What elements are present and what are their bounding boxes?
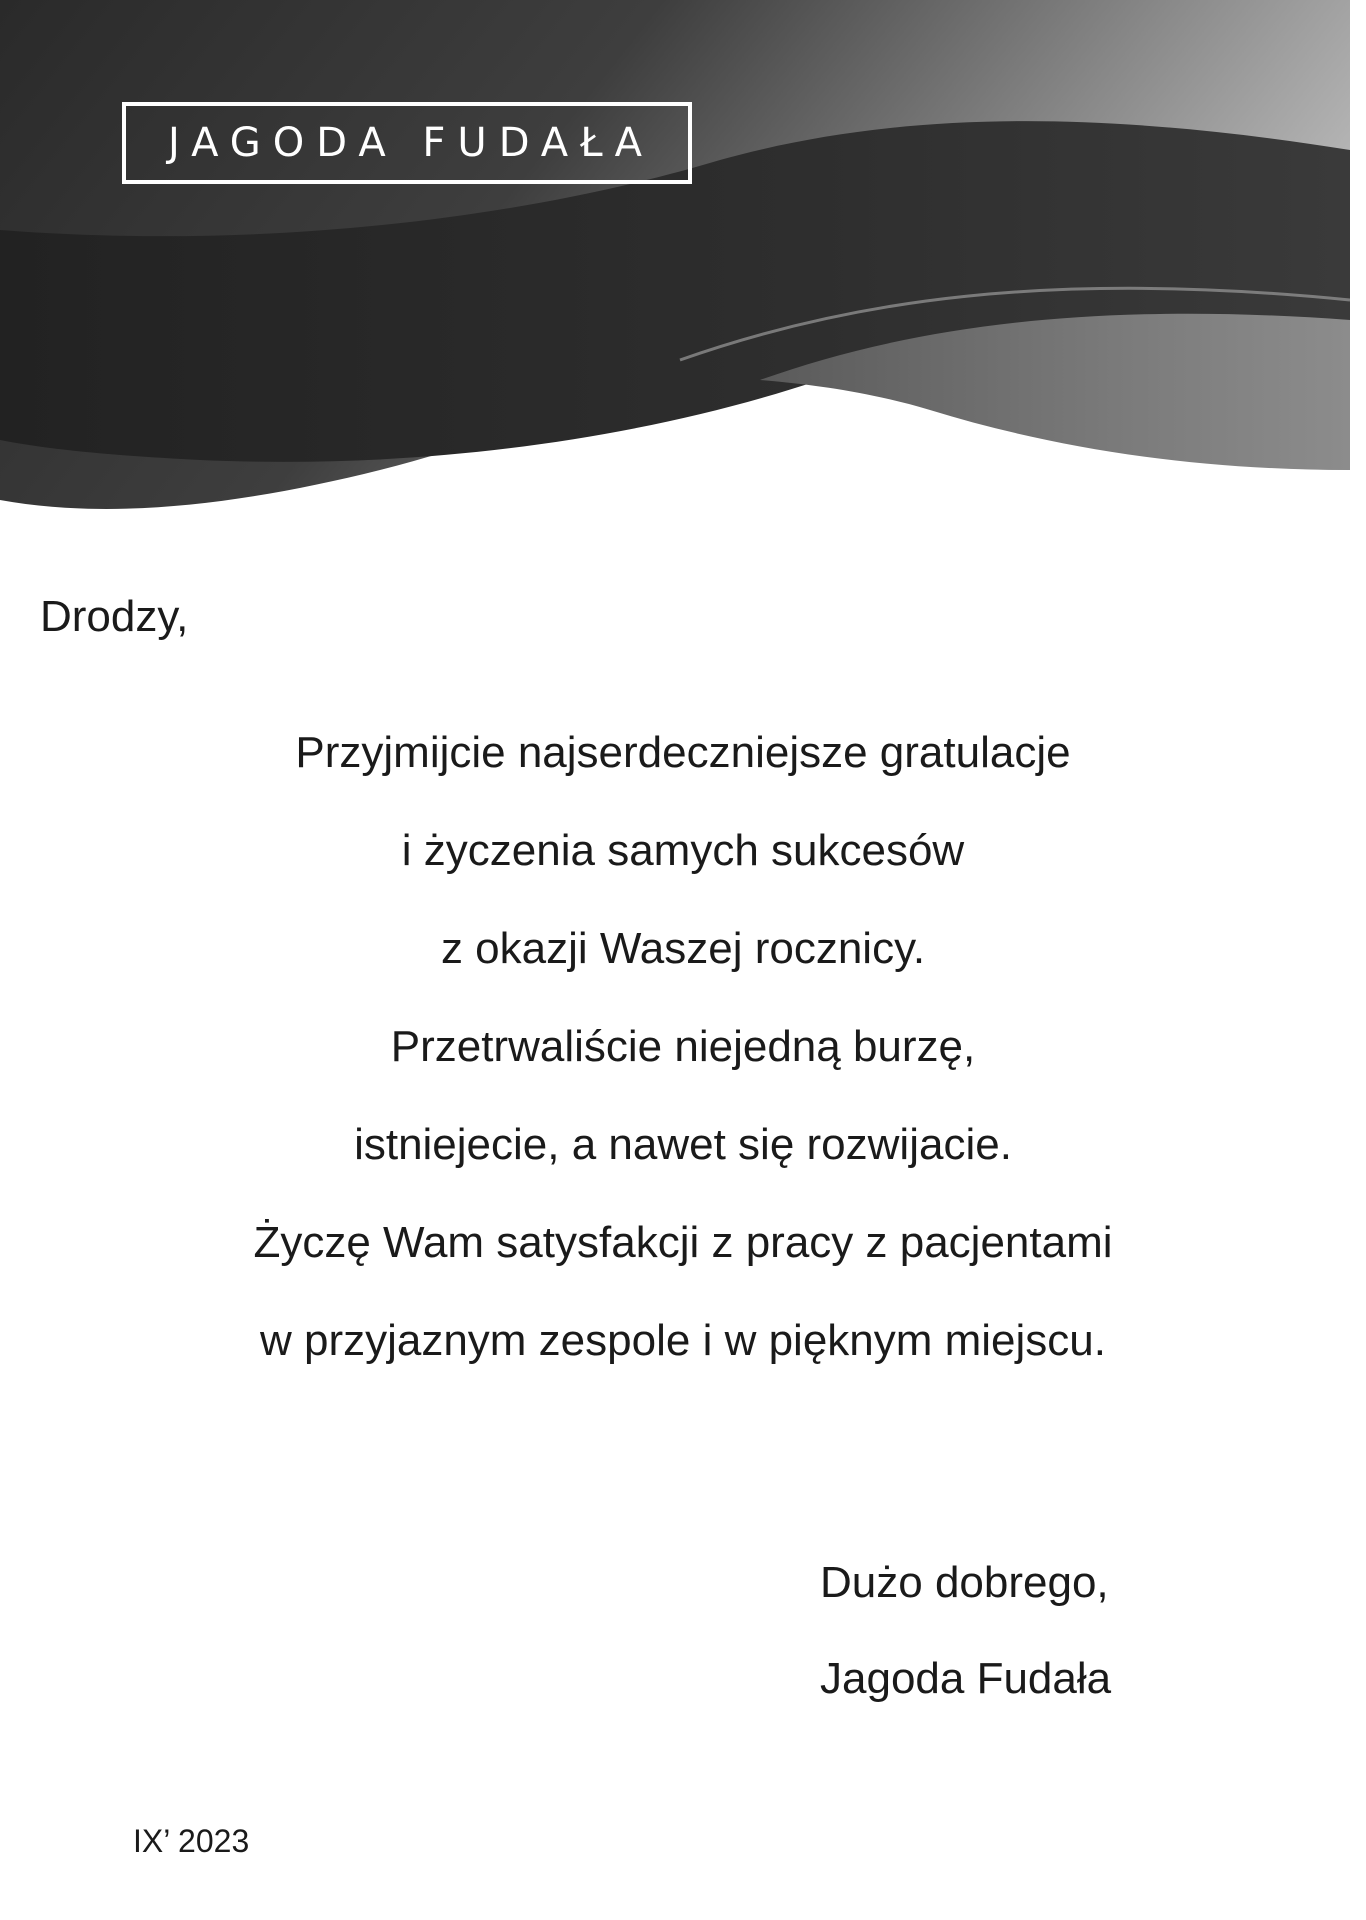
header-wave-band xyxy=(0,0,1350,520)
body-line: Życzę Wam satysfakcji z pracy z pacjentami xyxy=(253,1218,1113,1267)
signature-name: Jagoda Fudała xyxy=(820,1654,1112,1703)
body-line: Przetrwaliście niejedną burzę, xyxy=(390,1022,976,1071)
closing-phrase: Dużo dobrego, xyxy=(820,1558,1109,1607)
body-line: i życzenia samych sukcesów xyxy=(401,826,965,875)
body-line: w przyjaznym zespole i w pięknym miejscu. xyxy=(259,1316,1107,1365)
letter-body xyxy=(0,718,1366,1404)
logo-text: JAGODA FUDAŁA xyxy=(168,120,654,166)
greeting: Drodzy, xyxy=(40,592,189,641)
letter-date: IX’ 2023 xyxy=(133,1823,250,1859)
body-line: Przyjmijcie najserdeczniejsze gratulacje xyxy=(295,728,1071,777)
body-line: istniejecie, a nawet się rozwijacie. xyxy=(354,1120,1012,1169)
wave-graphic xyxy=(0,0,1350,520)
closing-block xyxy=(820,1548,1111,1740)
logo-frame xyxy=(122,102,692,184)
body-line: z okazji Waszej rocznicy. xyxy=(440,924,926,973)
